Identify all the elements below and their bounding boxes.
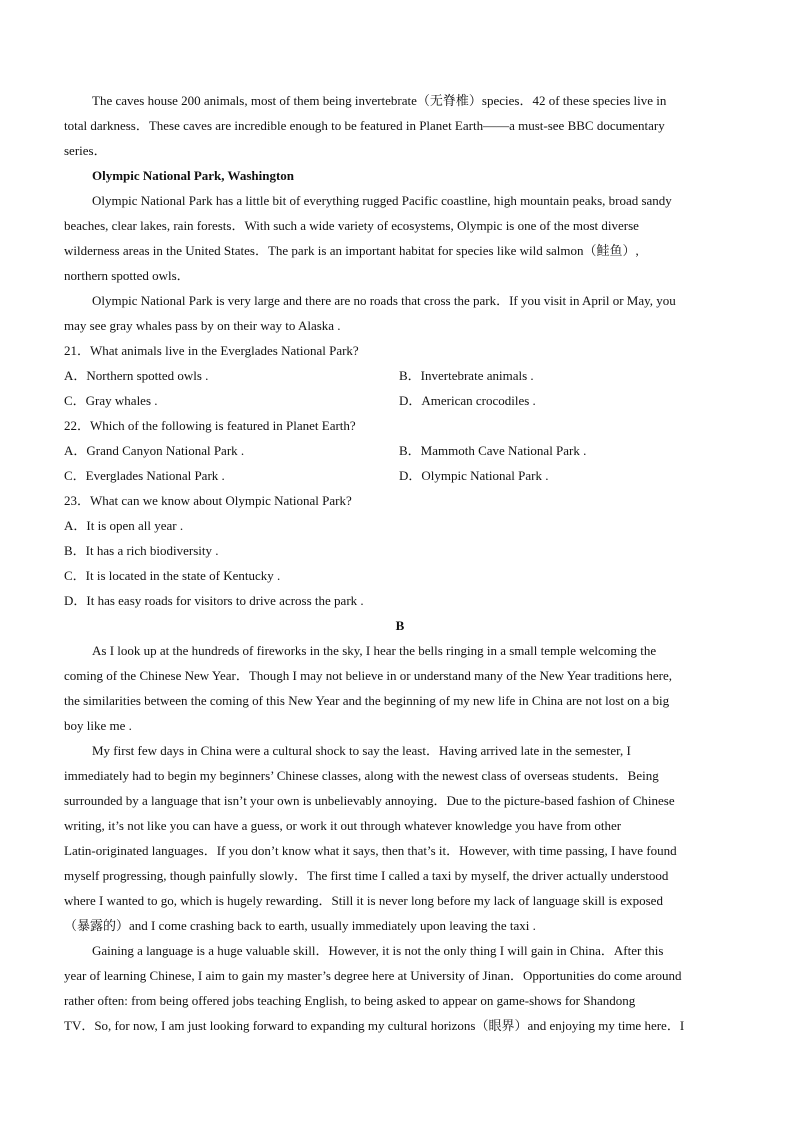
text-line: writing, it’s not like you can have a guess, or work it out through whatever knowledge you have from other [64, 818, 622, 833]
question-stem: 21．What animals live in the Everglades National Park? [64, 343, 359, 358]
text-line: beaches, clear lakes, rain forests．With such a wide variety of ecosystems, Olympic is one of the most diverse [64, 218, 639, 233]
option-d[interactable]: D．Olympic National Park . [399, 468, 549, 483]
text-line: coming of the Chinese New Year．Though I may not believe in or understand many of the New Year traditions here, [64, 668, 672, 683]
text-line: Olympic National Park is very large and there are no roads that cross the park．If you visit in April or May, you [92, 293, 676, 308]
olympic-heading: Olympic National Park, Washington [92, 168, 295, 183]
text-line: The caves house 200 animals, most of them being invertebrate（无脊椎）species．42 of these species live in [92, 93, 667, 108]
olympic-paragraph-1 [64, 188, 736, 288]
option-a[interactable]: A．Northern spotted owls . [64, 368, 209, 383]
question-21 [64, 338, 736, 413]
text-line: myself progressing, though painfully slowly．The first time I called a taxi by myself, the driver actually understood [64, 868, 669, 883]
text-line: where I wanted to go, which is hugely rewarding．Still it is never long before my lack of language skill is exposed [64, 893, 663, 908]
text-line: total darkness．These caves are incredible enough to be featured in Planet Earth——a must-see BBC documentary [64, 118, 665, 133]
section-b-paragraph-3 [64, 938, 736, 1038]
text-line: As I look up at the hundreds of fireworks in the sky, I hear the bells ringing in a small temple welcoming the [92, 643, 657, 658]
document-page [64, 88, 736, 1038]
text-line: （暴露的）and I come crashing back to earth, usually immediately upon leaving the taxi . [64, 918, 536, 933]
option-row [64, 363, 736, 388]
text-line: My first few days in China were a cultural shock to say the least．Having arrived late in the semester, I [92, 743, 631, 758]
text-line: boy like me . [64, 718, 132, 733]
option-b[interactable]: B．It has a rich biodiversity . [64, 543, 219, 558]
text-line: Latin-originated languages．If you don’t know what it says, then that’s it．However, with time passing, I have found [64, 843, 677, 858]
option-row [64, 388, 736, 413]
section-b-title: B [395, 618, 405, 633]
option-a[interactable]: A．It is open all year . [64, 518, 184, 533]
option-b[interactable]: B．Invertebrate animals . [399, 368, 534, 383]
text-line: series． [64, 143, 107, 158]
option-d[interactable]: D．American crocodiles . [399, 393, 536, 408]
option-c[interactable]: C．It is located in the state of Kentucky . [64, 568, 281, 583]
olympic-paragraph-2 [64, 288, 736, 338]
question-22 [64, 413, 736, 488]
text-line: Gaining a language is a huge valuable skill．However, it is not the only thing I will gain in China．After this [92, 943, 664, 958]
question-stem: 23．What can we know about Olympic National Park? [64, 493, 352, 508]
text-line: immediately had to begin my beginners’ Chinese classes, along with the newest class of overseas students．Being [64, 768, 659, 783]
text-line: wilderness areas in the United States．The park is an important habitat for species like wild salmon（鲑鱼）, [64, 243, 639, 258]
text-line: the similarities between the coming of this New Year and the beginning of my new life in China are not lost on a big [64, 693, 670, 708]
text-line: year of learning Chinese, I aim to gain my master’s degree here at University of Jinan．Opportunities do come around [64, 968, 682, 983]
option-d[interactable]: D．It has easy roads for visitors to drive across the park . [64, 593, 364, 608]
text-line: rather often: from being offered jobs teaching English, to being asked to appear on game-shows for Shandong [64, 993, 636, 1008]
text-line: may see gray whales pass by on their way to Alaska . [64, 318, 341, 333]
section-b-paragraph-1 [64, 638, 736, 738]
question-23 [64, 488, 736, 613]
option-b[interactable]: B．Mammoth Cave National Park . [399, 443, 587, 458]
text-line: TV．So, for now, I am just looking forward to expanding my cultural horizons（眼界）and enjoying my time here．I [64, 1018, 685, 1033]
option-a[interactable]: A．Grand Canyon National Park . [64, 443, 245, 458]
question-stem: 22．Which of the following is featured in Planet Earth? [64, 418, 356, 433]
option-c[interactable]: C．Everglades National Park . [64, 468, 225, 483]
text-line: Olympic National Park has a little bit of everything rugged Pacific coastline, high mountain peaks, broad sandy [92, 193, 672, 208]
text-line: northern spotted owls． [64, 268, 190, 283]
option-row [64, 438, 736, 463]
caves-paragraph [64, 88, 736, 163]
text-line: surrounded by a language that isn’t your own is unbelievably annoying．Due to the picture-based fashion of Chinese [64, 793, 675, 808]
option-c[interactable]: C．Gray whales . [64, 393, 158, 408]
section-b-paragraph-2 [64, 738, 736, 938]
option-row [64, 463, 736, 488]
